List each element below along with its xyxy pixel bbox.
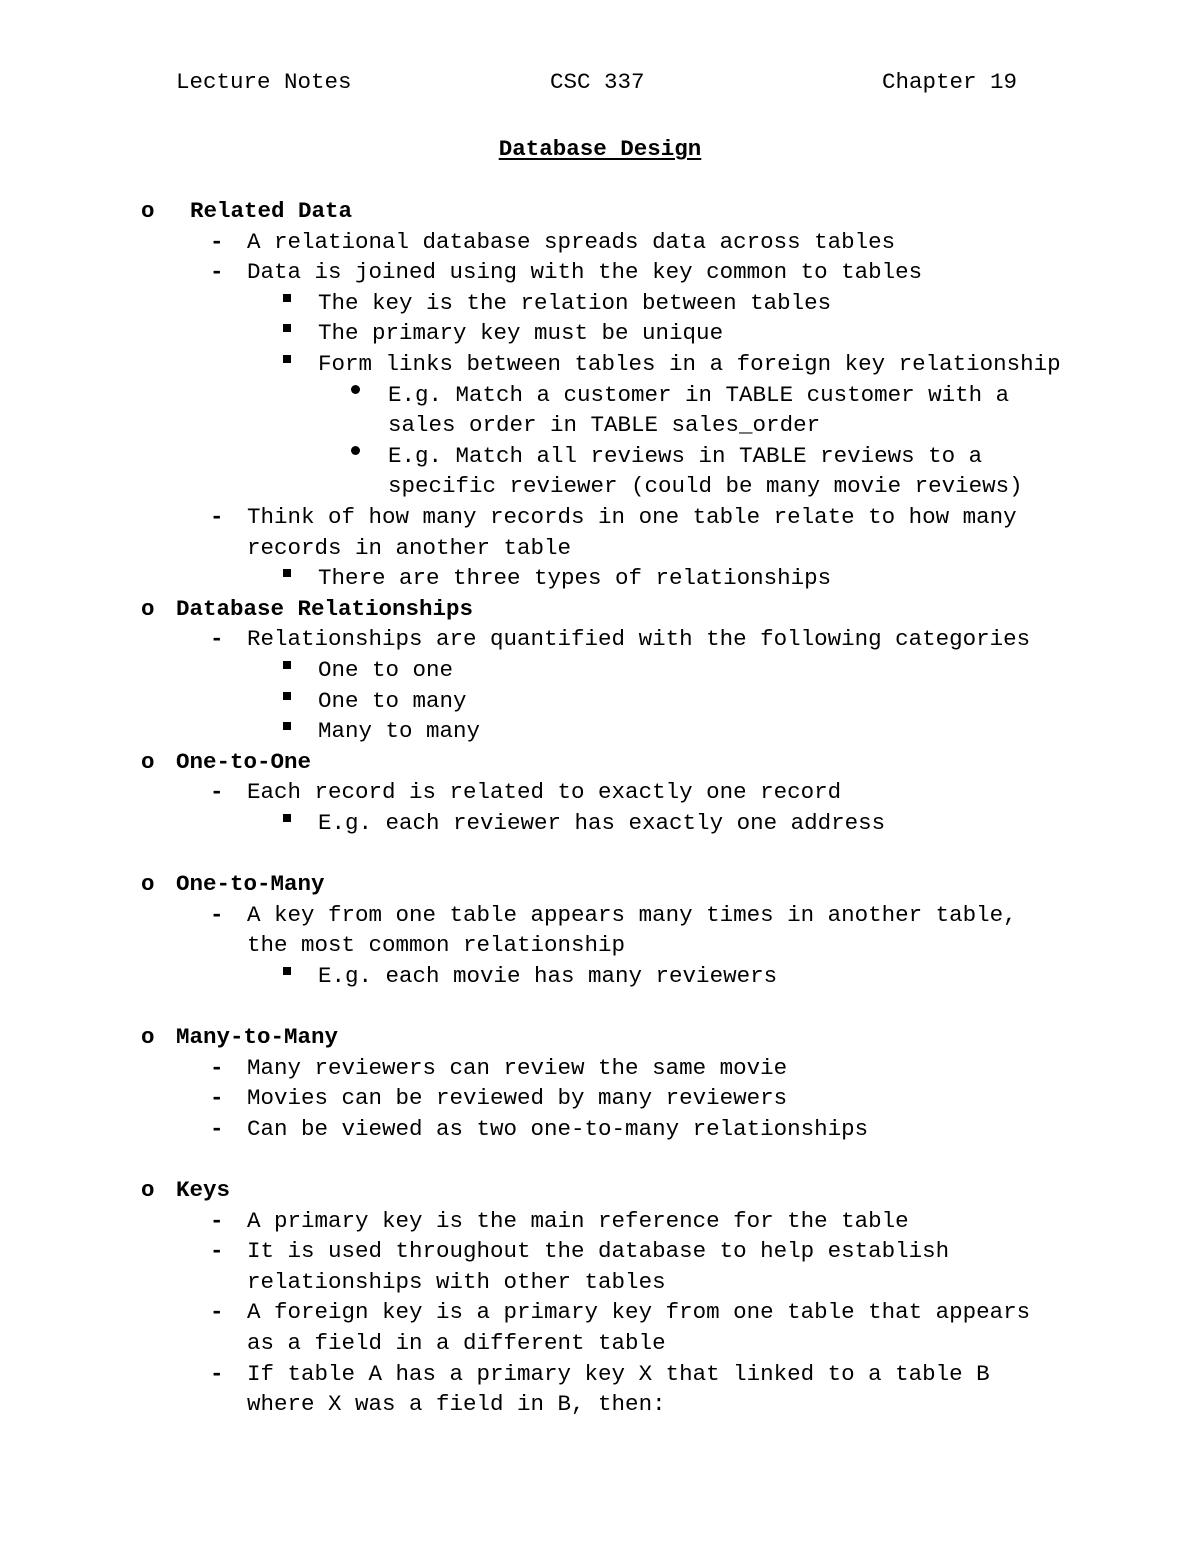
list-item [0, 808, 1200, 839]
square-bullet-icon [283, 808, 291, 839]
heading-text: Related Data [190, 198, 353, 224]
list-item-text: A relational database spreads data across tables [247, 228, 896, 255]
dash-bullet: - [210, 1238, 224, 1265]
list-item [0, 349, 1200, 380]
header-chapter: Chapter 19 [882, 69, 1018, 95]
list-item [0, 961, 1200, 992]
list-item [0, 1297, 1200, 1328]
list-item [0, 257, 1200, 288]
list-item [0, 502, 1200, 533]
dash-bullet: - [210, 901, 224, 928]
list-item [0, 288, 1200, 319]
list-item [0, 563, 1200, 594]
circle-bullet: o [141, 748, 155, 775]
list-item-continuation [0, 930, 1200, 961]
list-item-text: the most common relationship [247, 932, 626, 959]
list-item-text: The primary key must be unique [318, 320, 724, 347]
section-heading [0, 196, 1200, 227]
section-heading [0, 1175, 1200, 1206]
square-bullet-icon [283, 655, 291, 686]
square-bullet-icon [283, 686, 291, 717]
round-bullet-icon [351, 441, 360, 472]
list-item [0, 441, 1200, 472]
list-item-text: sales order in TABLE sales_order [388, 412, 821, 439]
list-item-continuation [0, 1389, 1200, 1420]
dash-bullet: - [210, 228, 224, 255]
heading-text: One-to-One [176, 748, 312, 775]
round-bullet-icon [351, 380, 360, 411]
square-bullet-icon [283, 716, 291, 747]
list-item [0, 380, 1200, 411]
section-heading [0, 1022, 1200, 1053]
list-item-text: Movies can be reviewed by many reviewers [247, 1085, 788, 1112]
heading-text: One-to-Many [176, 871, 325, 898]
list-item [0, 1359, 1200, 1390]
list-item-continuation [0, 533, 1200, 564]
list-item-continuation [0, 1267, 1200, 1298]
list-item [0, 777, 1200, 808]
circle-bullet: o [141, 871, 155, 898]
list-item-text: relationships with other tables [247, 1268, 666, 1295]
heading-text: Many-to-Many [176, 1024, 339, 1051]
heading-text: Keys [176, 1177, 231, 1203]
list-item-text: specific reviewer (could be many movie reviews) [388, 473, 1023, 500]
list-item-text: Can be viewed as two one-to-many relationships [247, 1115, 869, 1142]
section-heading [0, 869, 1200, 900]
list-item-text: Think of how many records in one table relate to how many [247, 503, 1017, 530]
section-heading [0, 594, 1200, 625]
section-heading [0, 747, 1200, 778]
dash-bullet: - [210, 1360, 224, 1387]
circle-bullet: o [141, 1177, 155, 1203]
list-item-text: E.g. Match all reviews in TABLE reviews to a [388, 442, 983, 469]
list-item-continuation [0, 1328, 1200, 1359]
list-item [0, 227, 1200, 258]
list-item-text: A primary key is the main reference for the table [247, 1207, 909, 1234]
header-course-label: Lecture Notes [176, 69, 352, 95]
dash-bullet: - [210, 626, 224, 653]
list-item-text: One to one [318, 656, 454, 683]
list-item-text: Relationships are quantified with the following categories [247, 626, 1031, 653]
page-title: Database Design [498, 136, 702, 162]
list-item [0, 1083, 1200, 1114]
circle-bullet: o [141, 595, 155, 622]
list-item-text: The key is the relation between tables [318, 289, 832, 316]
lecture-outline [0, 196, 1200, 1420]
list-item-text: where X was a field in B, then: [247, 1391, 666, 1418]
dash-bullet: - [210, 779, 224, 806]
list-item-text: A foreign key is a primary key from one table that appears [247, 1299, 1031, 1326]
circle-bullet: o [141, 198, 155, 224]
list-item [0, 1114, 1200, 1145]
list-item-text: Data is joined using with the key common to tables [247, 259, 923, 286]
blank-line [0, 1144, 1200, 1175]
square-bullet-icon [283, 961, 291, 992]
square-bullet-icon [283, 318, 291, 349]
blank-line [0, 838, 1200, 869]
list-item-text: records in another table [247, 534, 572, 561]
list-item-text: A key from one table appears many times in another table, [247, 901, 1017, 928]
circle-bullet: o [141, 1024, 155, 1051]
dash-bullet: - [210, 1207, 224, 1234]
list-item-text: as a field in a different table [247, 1329, 666, 1356]
list-item [0, 1206, 1200, 1237]
list-item-continuation [0, 471, 1200, 502]
list-item-text: There are three types of relationships [318, 565, 832, 592]
list-item [0, 686, 1200, 717]
list-item [0, 1236, 1200, 1267]
list-item-text: Each record is related to exactly one record [247, 779, 842, 806]
square-bullet-icon [283, 349, 291, 380]
list-item-text: E.g. each reviewer has exactly one address [318, 809, 886, 836]
dash-bullet: - [210, 1299, 224, 1326]
list-item [0, 1053, 1200, 1084]
blank-line [0, 991, 1200, 1022]
list-item-text: E.g. Match a customer in TABLE customer with a [388, 381, 1010, 408]
list-item-text: It is used throughout the database to help establish [247, 1238, 950, 1265]
dash-bullet: - [210, 503, 224, 530]
list-item-text: Many reviewers can review the same movie [247, 1054, 788, 1081]
square-bullet-icon [283, 563, 291, 594]
list-item-text: Many to many [318, 718, 481, 745]
list-item [0, 900, 1200, 931]
list-item [0, 655, 1200, 686]
dash-bullet: - [210, 259, 224, 286]
dash-bullet: - [210, 1085, 224, 1112]
list-item-text: If table A has a primary key X that linked to a table B [247, 1360, 990, 1387]
dash-bullet: - [210, 1115, 224, 1142]
list-item [0, 318, 1200, 349]
list-item [0, 624, 1200, 655]
header-course-code: CSC 337 [550, 69, 645, 95]
dash-bullet: - [210, 1054, 224, 1081]
list-item-text: One to many [318, 687, 467, 714]
list-item-text: Form links between tables in a foreign key relationship [318, 350, 1061, 377]
square-bullet-icon [283, 288, 291, 319]
list-item-text: E.g. each movie has many reviewers [318, 962, 778, 989]
heading-text: Database Relationships [176, 595, 474, 622]
list-item [0, 716, 1200, 747]
list-item-continuation [0, 410, 1200, 441]
